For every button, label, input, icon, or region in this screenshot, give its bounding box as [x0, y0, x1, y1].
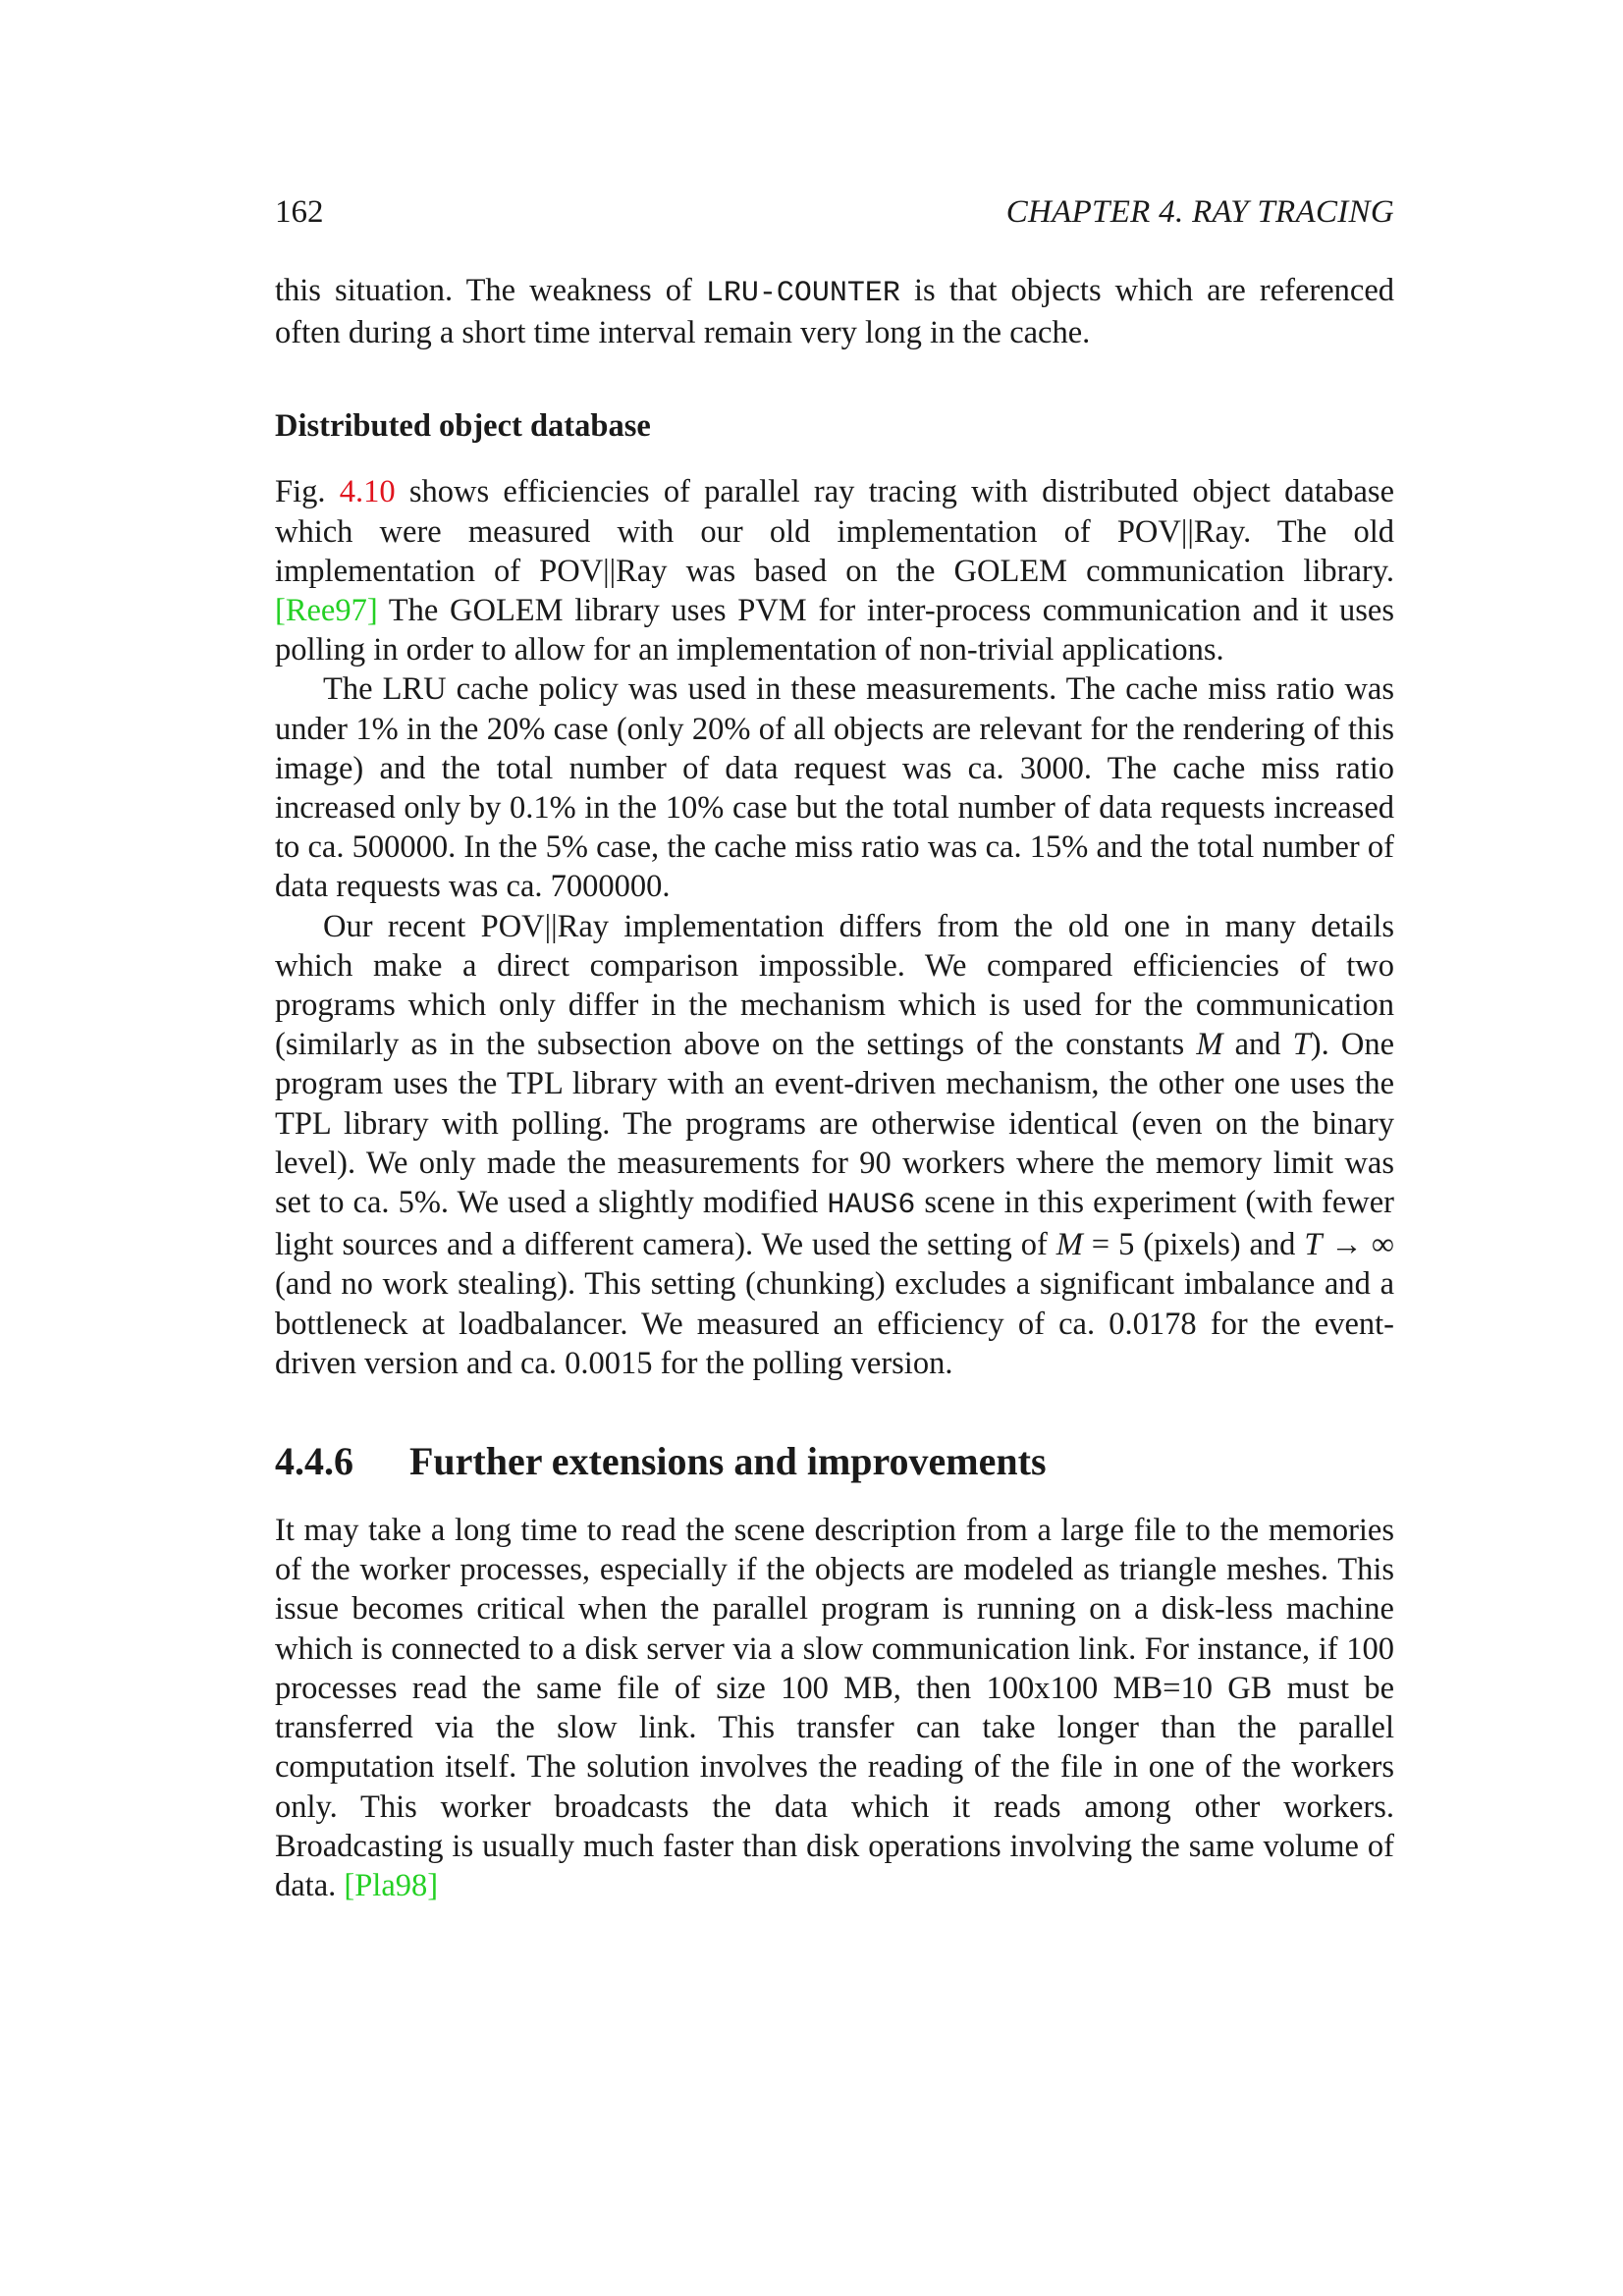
paragraph-lru-cache-policy: The LRU cache policy was used in these measurements. The cache miss ratio was under 1% in the 20% case (only 20% of all objects are relevant for the rendering of this image) and the total number of data request was ca. 3000. The cache miss ratio increased only by 0.1% in the 10% case but the total number of data requests increased to ca. 500000. In the 5% case, the cache miss ratio was ca. 15% and the total number of data requests was ca. 7000000. — [275, 671, 1394, 905]
paragraph-recent-implementation — [275, 907, 1394, 1383]
text-run: Fig. — [275, 474, 340, 510]
paragraph-fig-efficiencies — [275, 472, 1394, 669]
citation-bracket-close: ] — [427, 1867, 439, 1903]
text-run: shows efficiencies of parallel ray tracing with distributed object database which were measured with our old implementation of POV||Ray. The old implementation of POV||Ray was based on the GOLEM communication library. — [275, 474, 1394, 589]
text-run: scene in this experiment (with fewer light sources and a different camera). We used the setting of — [275, 1185, 1394, 1263]
paragraph-lru-counter — [275, 271, 1394, 352]
code-lru-counter: LRU-COUNTER — [705, 277, 900, 310]
math-t: T — [1304, 1227, 1323, 1263]
section-number: 4.4.6 — [275, 1439, 353, 1484]
citation-link-ree97[interactable]: Ree97 — [285, 593, 367, 629]
page — [275, 192, 1394, 1905]
paragraph-further-extensions — [275, 1511, 1394, 1905]
text-run: is that objects which are referenced often during a short time interval remain very long in the cache. — [275, 273, 1394, 351]
figure-link-4-10[interactable]: 4.10 — [339, 474, 396, 510]
citation-bracket-open: [ — [275, 593, 286, 629]
page-number: 162 — [275, 194, 324, 230]
math-t: T — [1292, 1027, 1311, 1063]
text-run: It may take a long time to read the scene description from a large file to the memories of the worker processes, especially if the objects are modeled as triangle meshes. This issue becomes critical when the parallel program is running on a disk-less machine which is connected to a disk server via a slow communication link. For instance, if 100 processes read the same file of size 100 MB, then 100x100 MB=10 GB must be transferred via the slow link. This transfer can take longer than the parallel computation itself. The solution involves the reading of the file in one of the workers only. This worker broadcasts the data which it reads among other workers. Broadcasting is usually much faster than disk operations involving the same volume of data. — [275, 1513, 1394, 1903]
math-m: M — [1196, 1027, 1223, 1063]
running-header — [275, 192, 1394, 232]
citation-bracket-open: [ — [344, 1867, 355, 1903]
text-run: = 5 (pixels) and — [1082, 1227, 1305, 1263]
citation-bracket-close: ] — [366, 593, 378, 629]
section-title: Further extensions and improvements — [409, 1439, 1047, 1484]
heading-section-4-4-6 — [275, 1438, 1394, 1485]
heading-distributed-object-database: Distributed object database — [275, 408, 651, 445]
text-run: Our recent POV||Ray implementation differs from the old one in many details which make a direct comparison impossible. We compared efficiencies of two programs which only differ in the mechanism which is used for the communication (similarly as in the subsection above on the settings of the constants — [275, 908, 1394, 1063]
citation-link-pla98[interactable]: Pla98 — [354, 1867, 428, 1903]
text-run: The GOLEM library uses PVM for inter-process communication and it uses polling in order to allow for an implementation of non-trivial applications. — [275, 593, 1394, 668]
text-run: → ∞ (and no work stealing). This setting (chunking) excludes a significant imbalance and a bottleneck at loadbalancer. We measured an efficiency of ca. 0.0178 for the event-driven version and ca. 0.0015 for the polling version. — [275, 1227, 1395, 1381]
text-run: ). One program uses the TPL library with an event-driven mechanism, the other one uses the TPL library with polling. The programs are otherwise identical (even on the binary level). We only made the measurements for 90 workers where the memory limit was set to ca. 5%. We used a slightly modified — [275, 1027, 1394, 1221]
text-run: this situation. The weakness of — [275, 273, 706, 308]
code-haus6: HAUS6 — [827, 1189, 916, 1223]
math-m: M — [1055, 1227, 1083, 1263]
text-run: and — [1222, 1027, 1293, 1063]
chapter-title: CHAPTER 4. RAY TRACING — [1005, 194, 1394, 230]
